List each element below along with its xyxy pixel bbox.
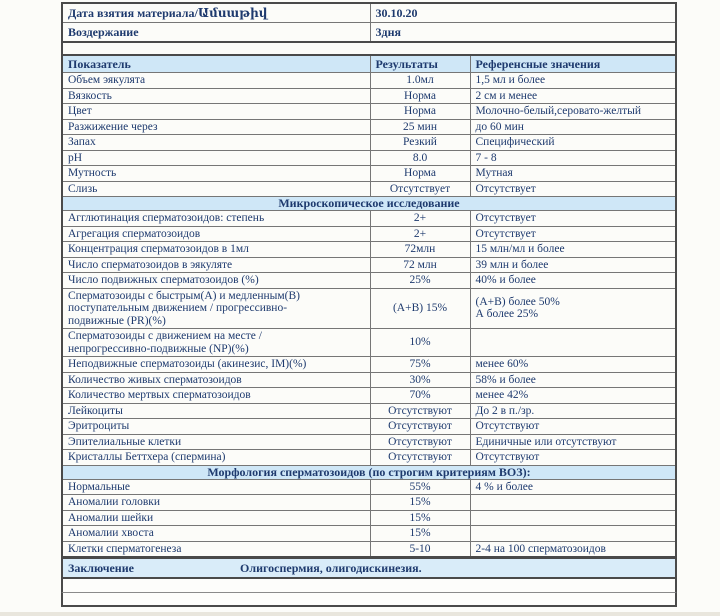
table-row bbox=[62, 73, 676, 89]
indicator-cell: Агглютинация сперматозоидов: степень bbox=[62, 211, 370, 227]
table-row bbox=[62, 181, 676, 197]
result-cell: 25% bbox=[370, 273, 470, 289]
indicator-cell: Разжижение через bbox=[62, 119, 370, 135]
table-row bbox=[62, 372, 676, 388]
reference-cell: 1,5 мл и более bbox=[470, 73, 676, 89]
reference-cell bbox=[470, 495, 676, 511]
result-cell: Норма bbox=[370, 104, 470, 120]
section-header-row bbox=[62, 465, 676, 479]
indicator-cell: Нормальные bbox=[62, 479, 370, 495]
reference-cell: Отсутствует bbox=[470, 181, 676, 197]
table-row bbox=[62, 242, 676, 258]
indicator-cell: Эритроциты bbox=[62, 419, 370, 435]
date-label: Дата взятия материала/Ամսաթիվ bbox=[62, 3, 370, 23]
table-row bbox=[62, 166, 676, 182]
reference-cell: Отсутствуют bbox=[470, 419, 676, 435]
result-cell: Резкий bbox=[370, 135, 470, 151]
reference-cell bbox=[470, 329, 676, 357]
result-cell: Отсутствуют bbox=[370, 450, 470, 466]
table-row bbox=[62, 88, 676, 104]
table-row bbox=[62, 510, 676, 526]
result-cell: 55% bbox=[370, 479, 470, 495]
abstinence-value: 3дня bbox=[370, 23, 676, 43]
table-row bbox=[62, 329, 676, 357]
column-header-results: Результаты bbox=[370, 55, 470, 73]
sample-info-table bbox=[61, 2, 677, 43]
indicator-cell: Лейкоциты bbox=[62, 403, 370, 419]
result-cell: 2+ bbox=[370, 211, 470, 227]
result-cell: Отсутствуют bbox=[370, 403, 470, 419]
table-row bbox=[62, 288, 676, 329]
reference-cell: 58% и более bbox=[470, 372, 676, 388]
result-cell: 8.0 bbox=[370, 150, 470, 166]
indicator-cell: Число сперматозоидов в эякуляте bbox=[62, 257, 370, 273]
table-row bbox=[62, 403, 676, 419]
table-row bbox=[62, 495, 676, 511]
indicator-cell: pH bbox=[62, 150, 370, 166]
reference-cell: Отсутствует bbox=[470, 211, 676, 227]
indicator-cell: Сперматозоиды с движением на месте / непрогрессивно-подвижные (NP)(%) bbox=[62, 329, 370, 357]
reference-cell: Специфический bbox=[470, 135, 676, 151]
reference-cell: 40% и более bbox=[470, 273, 676, 289]
result-cell: Отсутствует bbox=[370, 181, 470, 197]
indicator-cell: Количество мертвых сперматозоидов bbox=[62, 388, 370, 404]
result-cell: 72млн bbox=[370, 242, 470, 258]
indicator-cell: Сперматозоиды с быстрым(А) и медленным(В) поступательным движением / прогрессивно- подвижные (PR)(%) bbox=[62, 288, 370, 329]
indicator-cell: Неподвижные сперматозоиды (акинезис, IM)(%) bbox=[62, 357, 370, 373]
result-cell: 1.0мл bbox=[370, 73, 470, 89]
section-header: Микроскопическое исследование bbox=[62, 197, 676, 211]
table-row bbox=[62, 526, 676, 542]
reference-cell: до 60 мин bbox=[470, 119, 676, 135]
table-row bbox=[62, 119, 676, 135]
reference-cell: Мутная bbox=[470, 166, 676, 182]
table-row bbox=[62, 150, 676, 166]
reference-cell: 15 млн/мл и более bbox=[470, 242, 676, 258]
indicator-cell: Цвет bbox=[62, 104, 370, 120]
table-row bbox=[62, 257, 676, 273]
indicator-cell: Запах bbox=[62, 135, 370, 151]
sample-date-row bbox=[62, 3, 676, 23]
reference-cell: менее 60% bbox=[470, 357, 676, 373]
indicator-cell: Аномалии хвоста bbox=[62, 526, 370, 542]
indicator-cell: Клетки сперматогенеза bbox=[62, 541, 370, 557]
abstinence-row bbox=[62, 23, 676, 43]
reference-cell: Отсутствуют bbox=[470, 450, 676, 466]
reference-cell: 2 см и менее bbox=[470, 88, 676, 104]
indicator-cell: Вязкость bbox=[62, 88, 370, 104]
indicator-cell: Кристаллы Беттхера (спермина) bbox=[62, 450, 370, 466]
reference-cell bbox=[470, 526, 676, 542]
table-row bbox=[62, 135, 676, 151]
result-cell: Отсутствуют bbox=[370, 419, 470, 435]
indicator-cell: Аномалии головки bbox=[62, 495, 370, 511]
indicator-cell: Слизь bbox=[62, 181, 370, 197]
result-cell: 15% bbox=[370, 510, 470, 526]
table-row bbox=[62, 211, 676, 227]
date-value: 30.10.20 bbox=[370, 3, 676, 23]
reference-cell: 7 - 8 bbox=[470, 150, 676, 166]
reference-cell bbox=[470, 510, 676, 526]
result-cell: 15% bbox=[370, 495, 470, 511]
indicator-cell: Концентрация сперматозоидов в 1мл bbox=[62, 242, 370, 258]
table-row bbox=[62, 419, 676, 435]
section-header-row bbox=[62, 197, 676, 211]
reference-cell: Отсутствует bbox=[470, 226, 676, 242]
conclusion-label: Заключение bbox=[68, 561, 134, 575]
section-header: Морфология сперматозоидов (по строгим критериям ВОЗ): bbox=[62, 465, 676, 479]
empty-row bbox=[61, 593, 677, 607]
table-row bbox=[62, 104, 676, 120]
reference-cell: Единичные или отсутствуют bbox=[470, 434, 676, 450]
table-gap bbox=[61, 43, 677, 54]
result-cell: 10% bbox=[370, 329, 470, 357]
indicator-cell: Количество живых сперматозоидов bbox=[62, 372, 370, 388]
indicator-cell: Мутность bbox=[62, 166, 370, 182]
reference-cell: 4 % и более bbox=[470, 479, 676, 495]
result-cell: 30% bbox=[370, 372, 470, 388]
table-row bbox=[62, 357, 676, 373]
table-row bbox=[62, 273, 676, 289]
indicator-cell: Объем эякулята bbox=[62, 73, 370, 89]
table-row bbox=[62, 434, 676, 450]
result-cell: 5-10 bbox=[370, 541, 470, 557]
reference-cell: До 2 в п./зр. bbox=[470, 403, 676, 419]
column-header-row bbox=[62, 55, 676, 73]
result-cell: (А+В) 15% bbox=[370, 288, 470, 329]
indicator-cell: Аномалии шейки bbox=[62, 510, 370, 526]
abstinence-label: Воздержание bbox=[62, 23, 370, 43]
conclusion-row bbox=[61, 558, 677, 579]
reference-cell: (А+В) более 50% А более 25% bbox=[470, 288, 676, 329]
table-row bbox=[62, 226, 676, 242]
result-cell: 70% bbox=[370, 388, 470, 404]
result-cell: Норма bbox=[370, 166, 470, 182]
table-row bbox=[62, 450, 676, 466]
indicator-cell: Число подвижных сперматозоидов (%) bbox=[62, 273, 370, 289]
result-cell: 2+ bbox=[370, 226, 470, 242]
reference-cell: 39 млн и более bbox=[470, 257, 676, 273]
column-header-reference: Референсные значения bbox=[470, 55, 676, 73]
results-table bbox=[61, 54, 677, 558]
result-cell: 72 млн bbox=[370, 257, 470, 273]
reference-cell: Молочно-белый,серовато-желтый bbox=[470, 104, 676, 120]
table-row bbox=[62, 541, 676, 557]
conclusion-value: Олигоспермия, олигодискинезия. bbox=[240, 561, 422, 575]
result-cell: 75% bbox=[370, 357, 470, 373]
result-cell: 25 мин bbox=[370, 119, 470, 135]
table-row bbox=[62, 388, 676, 404]
result-cell: 15% bbox=[370, 526, 470, 542]
indicator-cell: Эпителиальные клетки bbox=[62, 434, 370, 450]
result-cell: Отсутствуют bbox=[370, 434, 470, 450]
report-table-area bbox=[61, 2, 677, 607]
page-bottom-strip bbox=[0, 612, 720, 616]
table-row bbox=[62, 479, 676, 495]
result-cell: Норма bbox=[370, 88, 470, 104]
reference-cell: менее 42% bbox=[470, 388, 676, 404]
reference-cell: 2-4 на 100 сперматозоидов bbox=[470, 541, 676, 557]
column-header-indicator: Показатель bbox=[62, 55, 370, 73]
empty-row bbox=[61, 579, 677, 593]
indicator-cell: Агрегация сперматозоидов bbox=[62, 226, 370, 242]
